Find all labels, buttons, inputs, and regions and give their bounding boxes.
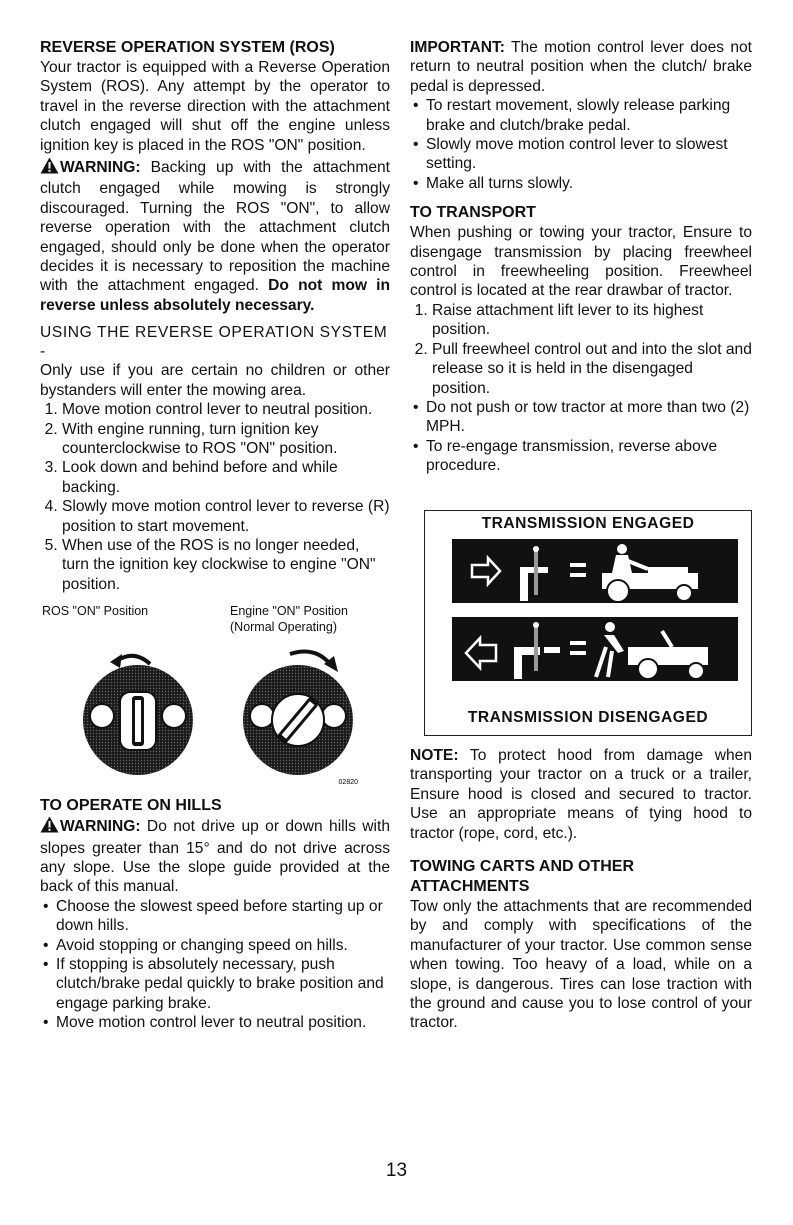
engaged-tractor-icon — [452, 539, 738, 603]
right-column-lower — [410, 746, 752, 1033]
using-ros-steps — [40, 400, 390, 594]
list-item: 1. Raise attachment lift lever to its highest position. — [432, 301, 752, 340]
note-label: NOTE: — [410, 747, 459, 764]
left-column — [40, 38, 390, 1033]
ros-body: Your tractor is equipped with a Reverse Operation System (ROS). Any attempt by the operator to travel in the reverse direction with the attachment clutch engaged will shut off the engine unless ignition key is placed in the ROS "ON" position. — [40, 59, 390, 154]
note-body: To protect hood from damage when transporting your tractor on a truck or a trailer, Ensure hood is closed and secured to tractor. Use an appropriate means of tying hood to tractor (rope, cord, etc.). — [410, 747, 752, 842]
important-bullets — [410, 96, 752, 193]
transport-body: When pushing or towing your tractor, Ensure to disengage transmission by placing freewheel control in freewheeling position. Freewheel control is located at the rear drawbar of tractor. — [410, 224, 752, 300]
engine-on-knob-icon — [240, 642, 370, 792]
page-number: 13 — [385, 1160, 408, 1181]
warning-body: Do not drive up or down hills with slopes greater than 15° and do not drive across any slope. Use the slope guide provided at the back of this manual. — [40, 818, 390, 896]
list-item: • Do not push or tow tractor at more than two (2) MPH. — [426, 398, 752, 437]
ros-on-label: ROS "ON" Position — [42, 604, 149, 619]
important-note — [410, 38, 752, 96]
ros-on-knob-icon — [80, 642, 200, 782]
right-column — [410, 38, 752, 476]
towing-body: Tow only the attachments that are recommended by and comply with specifications of the manufacturer of your tractor. Use common sense when towing. Too heavy of a load, while on a slope, is dangerous. Tires can lose traction with the ground and cause you to lose control of your tractor. — [410, 898, 752, 1032]
ros-heading: REVERSE OPERATION SYSTEM (ROS) — [40, 39, 335, 56]
list-item: • Move motion control lever to neutral position. — [56, 1013, 390, 1032]
list-item: • To re-engage transmission, reverse above procedure. — [426, 437, 752, 476]
important-label: IMPORTANT: — [410, 39, 505, 56]
important-body: The motion control lever does not return to neutral position when the clutch/ brake pedal is depressed. — [410, 39, 752, 95]
ignition-switch-figure — [40, 642, 390, 792]
engaged-panel — [452, 539, 738, 603]
list-item: 4. Slowly move motion control lever to reverse (R) position to start movement. — [62, 497, 390, 536]
transmission-diagram — [424, 510, 752, 736]
warning-triangle-icon — [40, 816, 59, 838]
warning-label: WARNING: — [60, 818, 141, 836]
normal-operating-label: (Normal Operating) — [230, 620, 337, 635]
transport-bullets — [410, 398, 752, 476]
warning-emphasis: Do not mow in reverse unless absolutely necessary. — [40, 277, 391, 314]
note-paragraph — [410, 746, 752, 843]
engine-on-label: Engine "ON" Position — [230, 604, 348, 619]
list-item: • Make all turns slowly. — [426, 174, 752, 193]
figure-code: 02820 — [338, 779, 358, 787]
disengaged-panel — [452, 617, 738, 681]
transport-steps — [410, 301, 752, 398]
towing-heading: TOWING CARTS AND OTHER ATTACHMENTS — [410, 858, 634, 896]
transport-heading: TO TRANSPORT — [410, 204, 536, 222]
list-item: • Choose the slowest speed before starting up or down hills. — [56, 897, 390, 936]
list-item: 5. When use of the ROS is no longer needed, turn the ignition key clockwise to engine "ON" position. — [62, 536, 390, 594]
list-item: 3. Look down and behind before and while backing. — [62, 458, 390, 497]
warning-triangle-icon — [40, 157, 59, 179]
warning-hills — [40, 816, 390, 897]
using-ros-heading: USING THE REVERSE OPERATION SYSTEM - — [40, 324, 388, 361]
list-item: 1. Move motion control lever to neutral position. — [62, 400, 390, 419]
list-item: • Slowly move motion control lever to slowest setting. — [426, 135, 752, 174]
warning-ros — [40, 157, 390, 315]
hills-bullets — [40, 897, 390, 1033]
transmission-engaged-label: TRANSMISSION ENGAGED — [481, 515, 695, 532]
disengaged-tractor-icon — [452, 617, 738, 681]
list-item: 2. With engine running, turn ignition key counterclockwise to ROS "ON" position. — [62, 420, 390, 459]
warning-label: WARNING: — [60, 159, 141, 177]
using-ros-intro: Only use if you are certain no children or other bystanders will enter the mowing area. — [40, 362, 390, 399]
list-item: 2. Pull freewheel control out and into the slot and release so it is held in the disengaged position. — [432, 340, 752, 398]
warning-body: Backing up with the attachment clutch engaged while mowing is strongly discouraged. Turning the ROS "ON", to allow reverse operation with the attachment clutch engaged, should only be done when the operator decides it is necessary to reposition the machine with the attachment engaged. — [40, 159, 390, 295]
transmission-disengaged-label: TRANSMISSION DISENGAGED — [467, 709, 709, 726]
list-item: • To restart movement, slowly release parking brake and clutch/brake pedal. — [426, 96, 752, 135]
hills-heading: TO OPERATE ON HILLS — [40, 797, 222, 815]
list-item: • Avoid stopping or changing speed on hills. — [56, 936, 390, 955]
list-item: • If stopping is absolutely necessary, push clutch/brake pedal quickly to brake position and engage parking brake. — [56, 955, 390, 1013]
ignition-labels — [40, 604, 390, 642]
